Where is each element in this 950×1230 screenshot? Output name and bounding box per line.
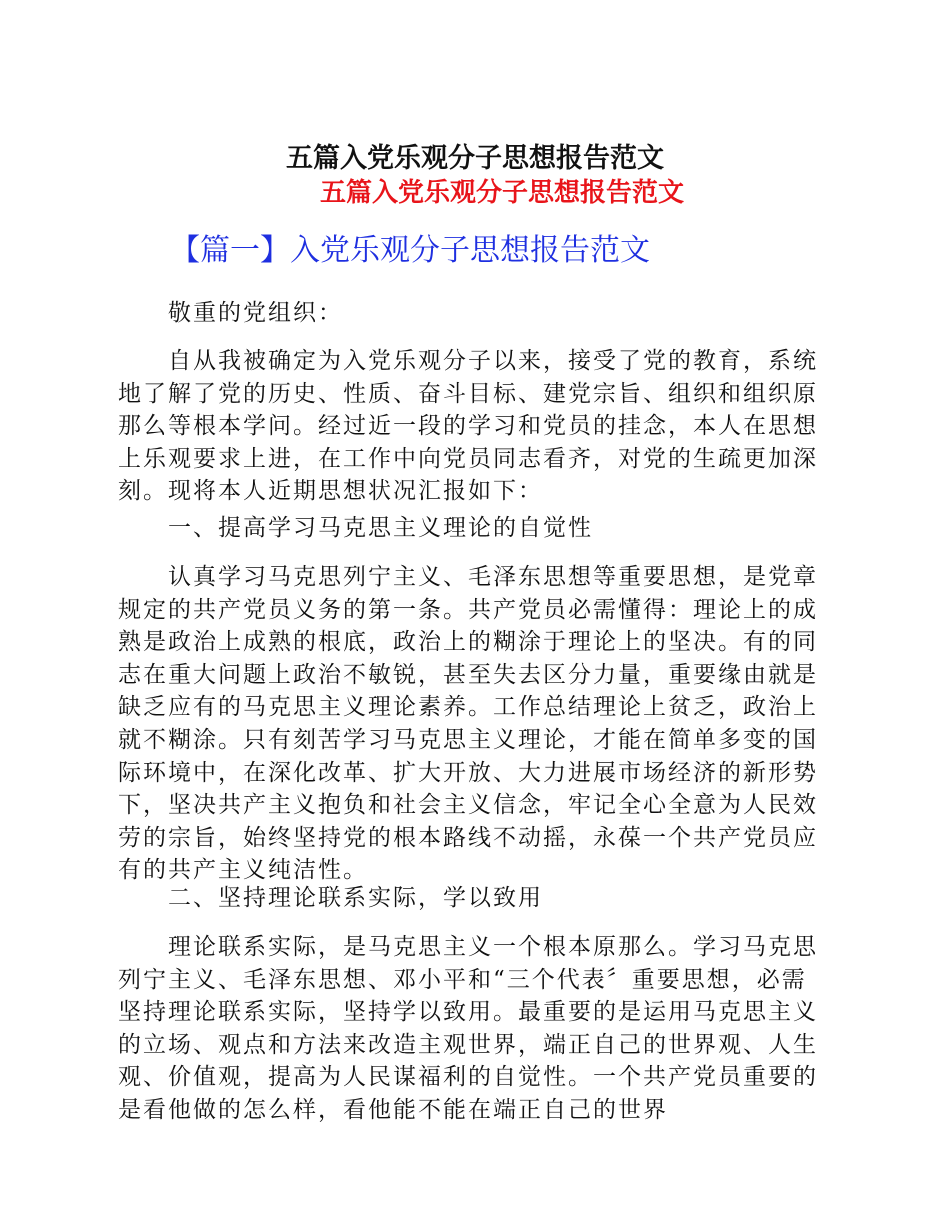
document-title: 五篇入党乐观分子思想报告范文: [286, 143, 664, 174]
section-heading: 【篇一】入党乐观分子思想报告范文: [170, 233, 650, 268]
intro-paragraph: 自从我被确定为入党乐观分子以来，接受了党的教育，系统地了解了党的历史、性质、奋斗目标、建党宗旨、组织和组织原那么等根本学问。经过近一段的学习和党员的挂念，本人在思想上乐观要求上进，在工作中向党员同志看齐，对党的生疏更加深刻。现将本人近期思想状况汇报如下：: [118, 348, 818, 505]
salutation-paragraph: 敬重的党组织：: [168, 300, 343, 326]
document-subtitle: 五篇入党乐观分子思想报告范文: [320, 178, 685, 208]
point-two-paragraph: 理论联系实际，是马克思主义一个根本原那么。学习马克思列宁主义、毛泽东思想、邓小平和“三个代表〞重要思想，必需坚持理论联系实际，坚持学以致用。最重要的是运用马克思主义的立场、观点和方法来改造主观世界，端正自己的世界观、人生观、价值观，提高为人民谋福利的自觉性。一个共产党员重要的是看他做的怎么样，看他能不能在端正自己的世界: [118, 934, 818, 1123]
point-one-heading: 一、提高学习马克思主义理论的自觉性: [168, 515, 593, 541]
point-one-paragraph: 认真学习马克思列宁主义、毛泽东思想等重要思想，是党章规定的共产党员义务的第一条。共产党员必需懂得：理论上的成熟是政治上成熟的根底，政治上的糊涂于理论上的坚决。有的同志在重大问题上政治不敏锐，甚至失去区分力量，重要缘由就是缺乏应有的马克思主义理论素养。工作总结理论上贫乏，政治上就不糊涂。只有刻苦学习马克思主义理论，才能在简单多变的国际环境中，在深化改革、扩大开放、大力进展市场经济的新形势下，坚决共产主义抱负和社会主义信念，牢记全心全意为人民效劳的宗旨，始终坚持党的根本路线不动摇，永葆一个共产党员应有的共产主义纯洁性。: [118, 564, 818, 884]
point-two-heading: 二、坚持理论联系实际，学以致用: [168, 885, 543, 911]
